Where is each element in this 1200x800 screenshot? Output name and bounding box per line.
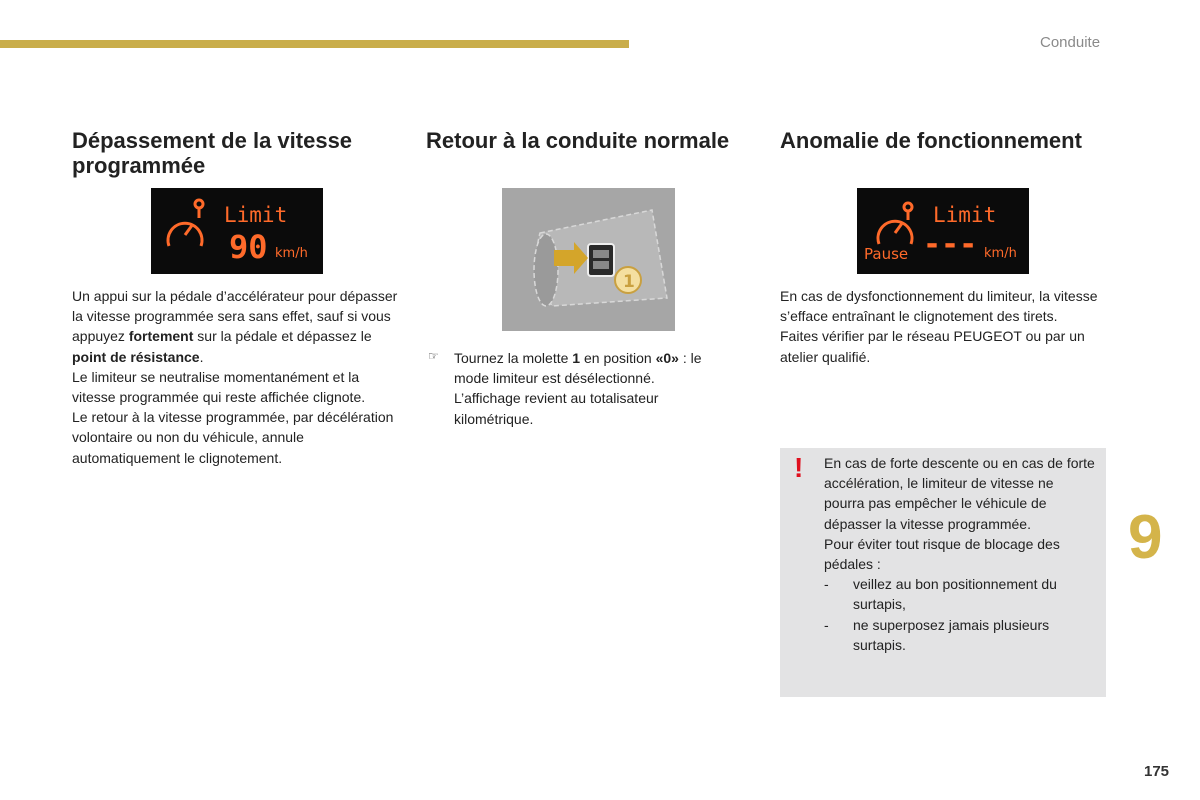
chapter-number: 9 (1128, 503, 1163, 572)
warning-paragraph: Pour éviter tout risque de blocage des pédales : (824, 535, 1060, 573)
malfunction-title: Anomalie de fonctionnement (780, 128, 1082, 153)
text-run: en position (580, 350, 656, 366)
stalk-illustration (502, 188, 675, 331)
section-label: Conduite (1040, 34, 1101, 51)
callout-number: 1 (623, 272, 635, 292)
speedometer-icon (151, 188, 323, 274)
warning-list-item (824, 615, 1096, 655)
return-normal-title: Retour à la conduite normale (426, 128, 730, 153)
bold-run: 1 (572, 350, 581, 366)
display-unit: km/h (275, 246, 308, 261)
list-dash: - (824, 576, 829, 593)
warning-list-item (824, 574, 1096, 614)
overspeed-paragraph: Le retour à la vitesse programmée, par décélération volontaire ou non du véhicule, annule automatiquement le clignotement. (72, 409, 394, 466)
display-pause-label: Pause (864, 245, 909, 263)
speed-limiter-display-image (151, 188, 323, 274)
header-accent-bar (0, 40, 629, 48)
text-run: Un appui sur la pédale d’accélérateur pour dépasser la vitesse programmée sera sans effet, sauf si vous appuyez (72, 288, 398, 345)
display-limit-label: Limit (933, 203, 997, 227)
overspeed-paragraph (72, 286, 402, 367)
bold-run: point de résistance (72, 348, 200, 365)
overspeed-text (72, 286, 402, 468)
list-item-text: ne superposez jamais plusieurs surtapis. (853, 616, 1050, 653)
malfunction-paragraph: Faites vérifier par le réseau PEUGEOT ou par un atelier qualifié. (780, 328, 1085, 365)
instruction-paragraph (454, 348, 722, 388)
column-malfunction (780, 128, 1110, 153)
warning-icon: ! (794, 452, 804, 483)
column-return-normal (426, 128, 756, 153)
display-unit: km/h (984, 246, 1017, 261)
list-item-text: veillez au bon positionnement du surtapis, (853, 576, 1057, 613)
text-run: sur la pédale et dépassez le (193, 328, 372, 345)
display-limit-label: Limit (224, 203, 288, 227)
overspeed-paragraph: Le limiteur se neutralise momentanément et la vitesse programmée qui reste affichée clignote. (72, 368, 366, 406)
column-overspeed (72, 128, 402, 178)
control-stalk-image (502, 188, 675, 331)
bold-run: «0» (655, 350, 679, 366)
display-dashes: --- (923, 227, 978, 262)
warning-text (824, 453, 1096, 655)
speedometer-icon (857, 188, 1029, 274)
list-dash: - (824, 616, 829, 633)
text-run: Tournez la molette (454, 350, 573, 366)
pointing-hand-icon: ☞ (428, 349, 439, 363)
return-normal-instruction (454, 348, 722, 429)
warning-paragraph: En cas de forte descente ou en cas de forte accélération, le limiteur de vitesse ne pourra pas empêcher le véhicule de dépasser la vitesse programmée. (824, 455, 1095, 532)
malfunction-paragraph: En cas de dysfonctionnement du limiteur, la vitesse s’efface entraînant le clignotement des tirets. (780, 288, 1098, 325)
text-run: : le mode limiteur est désélectionné. (454, 350, 702, 387)
limiter-pause-display-image (857, 188, 1029, 274)
page-number: 175 (1144, 763, 1170, 780)
display-speed-value: 90 (229, 228, 268, 266)
overspeed-title: Dépassement de la vitesse programmée (72, 128, 353, 178)
instruction-paragraph: L’affichage revient au totalisateur kilométrique. (454, 390, 659, 427)
bold-run: fortement (128, 328, 194, 345)
malfunction-text (780, 286, 1102, 367)
text-run: . (199, 348, 204, 365)
